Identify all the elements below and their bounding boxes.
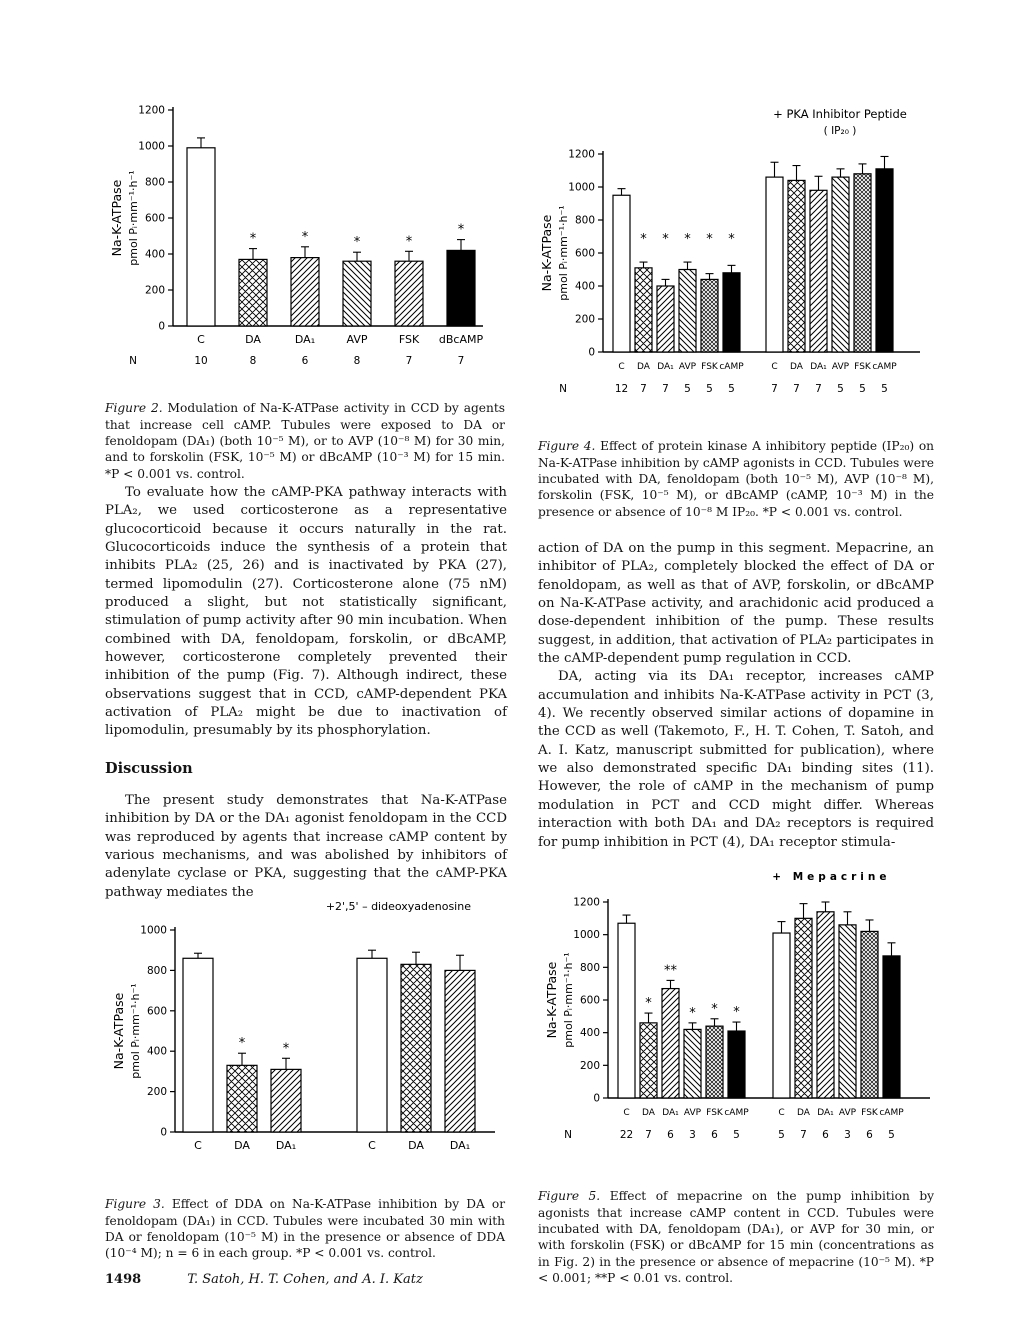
paragraph-present-study: The present study demonstrates that Na-K-ATPase inhibition by DA or the DA₁ agonist fenoldopam in the CCD was reproduced by agents that increase cAMP content by various mechanisms, and was abolished by inhibitors of adenylate cyclase or PKA, suggesting that the cAMP-PKA pathway mediates the (105, 793, 507, 900)
svg-text:600: 600 (144, 212, 165, 225)
page-number: 1498 (105, 1272, 142, 1287)
svg-text:7: 7 (800, 1129, 807, 1141)
svg-text:Na-K-ATPase: Na-K-ATPase (109, 179, 124, 257)
svg-text:AVP: AVP (838, 1108, 857, 1118)
figure4-caption (538, 438, 934, 520)
figure5-chart (528, 866, 938, 1160)
svg-text:10: 10 (194, 355, 208, 367)
svg-text:400: 400 (144, 248, 165, 261)
svg-text:1200: 1200 (138, 104, 165, 117)
svg-text:6: 6 (667, 1129, 674, 1141)
svg-text:Na-K-ATPase: Na-K-ATPase (111, 992, 126, 1070)
svg-text:1200: 1200 (573, 896, 600, 909)
svg-text:5: 5 (706, 383, 713, 395)
svg-text:200: 200 (144, 284, 165, 297)
svg-text:dBcAMP: dBcAMP (438, 333, 484, 346)
svg-text:N: N (559, 383, 567, 395)
svg-text:*: * (457, 222, 465, 238)
svg-text:200: 200 (146, 1086, 167, 1099)
svg-text:7: 7 (662, 383, 669, 395)
svg-text:400: 400 (574, 280, 595, 293)
svg-text:1000: 1000 (568, 181, 595, 194)
left-column-text (105, 484, 507, 741)
svg-text:C: C (618, 362, 625, 372)
svg-text:*: * (645, 996, 652, 1012)
right-column-text (538, 540, 934, 852)
svg-text:*: * (684, 232, 691, 248)
svg-text:+2',5' – dideoxyadenosine: +2',5' – dideoxyadenosine (325, 900, 471, 913)
paragraph-da-receptor: DA, acting via its DA₁ receptor, increases cAMP accumulation and inhibits Na-K-ATPase activity in PCT (3, 4). We recently observed similar actions of dopamine in the CCD as well (Takemoto, F., H. T. Cohen, T. Satoh, and A. I. Katz, manuscript submitted for publication), where we also demonstrated specific DA₁ binding sites (11). However, the role of cAMP in the mechanism of pump modulation in PCT and CCD might differ. Whereas interaction with both DA₁ and DA₂ receptors is required for pump inhibition in PCT (4), DA₁ receptor stimula- (538, 669, 934, 850)
svg-text:0: 0 (160, 1126, 167, 1139)
svg-text:0: 0 (158, 320, 165, 333)
svg-text:200: 200 (579, 1059, 600, 1072)
svg-text:DA₁: DA₁ (810, 362, 827, 372)
svg-text:*: * (662, 232, 669, 248)
figure3-caption (105, 1196, 505, 1261)
left-column-text-2 (105, 792, 507, 902)
svg-text:C: C (368, 1139, 376, 1152)
svg-text:cAMP: cAMP (724, 1108, 749, 1118)
svg-text:*: * (640, 232, 647, 248)
svg-text:6: 6 (866, 1129, 873, 1141)
svg-text:AVP: AVP (678, 362, 697, 372)
svg-text:400: 400 (146, 1045, 167, 1058)
figure5-caption-label: Figure 5. (538, 1189, 601, 1204)
svg-text:FSK: FSK (701, 362, 718, 372)
svg-text:5: 5 (728, 383, 735, 395)
svg-text:1000: 1000 (573, 929, 600, 942)
svg-text:7: 7 (645, 1129, 652, 1141)
discussion-heading: Discussion (105, 760, 193, 777)
svg-text:8: 8 (353, 355, 361, 367)
figure2-chart (95, 92, 505, 382)
svg-text:pmol Pᵢ·mm⁻¹·h⁻¹: pmol Pᵢ·mm⁻¹·h⁻¹ (557, 205, 570, 301)
figure3-chart (95, 896, 505, 1178)
svg-text:*: * (249, 231, 257, 247)
svg-text:DA₁: DA₁ (657, 362, 674, 372)
svg-text:5: 5 (888, 1129, 895, 1141)
svg-text:1000: 1000 (138, 140, 165, 153)
svg-text:FSK: FSK (854, 362, 871, 372)
svg-text:400: 400 (579, 1027, 600, 1040)
svg-text:600: 600 (146, 1005, 167, 1018)
svg-text:N: N (129, 355, 137, 367)
figure2-caption (105, 400, 505, 482)
svg-text:600: 600 (579, 994, 600, 1007)
figure3-caption-text: Effect of DDA on Na-K-ATPase inhibition by DA or fenoldopam (DA₁) in CCD. Tubules were incubated 30 min with DA or fenoldopam (10⁻⁵ M) in the presence or absence of DDA (10⁻⁴ M); n = 6 in each group. *P < 0.001 vs. control. (105, 1197, 506, 1261)
svg-text:*: * (282, 1041, 290, 1057)
svg-text:DA: DA (790, 362, 803, 372)
svg-text:cAMP: cAMP (879, 1108, 904, 1118)
svg-text:6: 6 (822, 1129, 829, 1141)
svg-text:DA: DA (642, 1108, 655, 1118)
svg-text:pmol Pᵢ·mm⁻¹·h⁻¹: pmol Pᵢ·mm⁻¹·h⁻¹ (127, 170, 140, 266)
svg-text:*: * (728, 232, 735, 248)
svg-text:+ Mepacrine: + Mepacrine (772, 871, 891, 883)
svg-text:Na-K-ATPase: Na-K-ATPase (544, 961, 559, 1039)
svg-text:( IP₂₀ ): ( IP₂₀ ) (823, 125, 857, 137)
svg-text:7: 7 (457, 355, 465, 367)
svg-text:*: * (405, 234, 413, 250)
svg-text:*: * (706, 232, 713, 248)
svg-text:DA: DA (637, 362, 650, 372)
svg-text:DA: DA (234, 1139, 250, 1152)
svg-text:C: C (778, 1108, 785, 1118)
svg-text:7: 7 (793, 383, 800, 395)
svg-text:FSK: FSK (398, 333, 420, 346)
page-footer (105, 1272, 423, 1287)
svg-text:800: 800 (144, 176, 165, 189)
svg-text:5: 5 (778, 1129, 785, 1141)
svg-text:pmol Pᵢ·mm⁻¹·h⁻¹: pmol Pᵢ·mm⁻¹·h⁻¹ (129, 983, 142, 1079)
figure2-caption-label: Figure 2. (105, 401, 163, 416)
svg-text:cAMP: cAMP (719, 362, 744, 372)
svg-text:7: 7 (405, 355, 413, 367)
svg-text:5: 5 (684, 383, 691, 395)
svg-text:5: 5 (733, 1129, 740, 1141)
svg-text:*: * (301, 229, 309, 245)
figure2-caption-text: Modulation of Na-K-ATPase activity in CCD by agents that increase cell cAMP. Tubules were exposed to DA or fenoldopam (DA₁) (both 10⁻⁵ M), or to AVP (10⁻⁸ M) for 30 min, and to forskolin (FSK, 10⁻⁵ M) or dBcAMP (10⁻³ M) for 15 min. *P < 0.001 vs. control. (105, 401, 506, 481)
svg-text:DA₁: DA₁ (662, 1108, 679, 1118)
svg-text:DA: DA (408, 1139, 424, 1152)
svg-text:*: * (238, 1036, 246, 1052)
running-authors: T. Satoh, H. T. Cohen, and A. I. Katz (187, 1272, 423, 1287)
figure4-caption-text: Effect of protein kinase A inhibitory peptide (IP₂₀) on Na-K-ATPase inhibition by cAMP agonists in CCD. Tubules were incubated with DA, fenoldopam (both 10⁻⁵ M), AVP (10⁻⁸ M), forskolin (FSK, 10⁻⁵ M), or dBcAMP (cAMP, 10⁻³ M) in the presence or absence of 10⁻⁸ M IP₂₀. *P < 0.001 vs. control. (538, 439, 935, 519)
figure5-caption (538, 1188, 934, 1286)
figure4-chart (528, 102, 928, 412)
svg-text:FSK: FSK (706, 1108, 723, 1118)
svg-text:800: 800 (574, 214, 595, 227)
paragraph-action-of-da: action of DA on the pump in this segment. Mepacrine, an inhibitor of PLA₂, completely blocked the effect of DA or fenoldopam, as well as that of AVP, forskolin, or dBcAMP on Na-K-ATPase activity, and arachidonic acid produced a dose-dependent inhibition of the pump. These results suggest, in addition, that activation of PLA₂ participates in the cAMP-dependent pump regulation in CCD. (538, 541, 934, 667)
svg-text:DA: DA (245, 333, 261, 346)
svg-text:AVP: AVP (683, 1108, 702, 1118)
svg-text:C: C (771, 362, 778, 372)
svg-text:1000: 1000 (140, 924, 167, 937)
svg-text:5: 5 (859, 383, 866, 395)
svg-text:DA₁: DA₁ (275, 1139, 297, 1152)
svg-text:7: 7 (640, 383, 647, 395)
svg-text:600: 600 (574, 247, 595, 260)
svg-text:pmol Pᵢ·mm⁻¹·h⁻¹: pmol Pᵢ·mm⁻¹·h⁻¹ (562, 952, 575, 1048)
svg-text:12: 12 (614, 383, 629, 395)
svg-text:DA₁: DA₁ (817, 1108, 834, 1118)
svg-text:1200: 1200 (568, 148, 595, 161)
svg-text:*: * (689, 1005, 696, 1021)
svg-text:FSK: FSK (861, 1108, 878, 1118)
svg-text:DA₁: DA₁ (449, 1139, 471, 1152)
svg-text:*: * (711, 1001, 718, 1017)
svg-text:*: * (353, 235, 361, 251)
svg-text:DA: DA (797, 1108, 810, 1118)
svg-text:22: 22 (619, 1129, 634, 1141)
svg-text:**: ** (664, 963, 677, 979)
svg-text:0: 0 (593, 1092, 600, 1105)
svg-text:*: * (733, 1005, 740, 1021)
paragraph-corticosterone: To evaluate how the cAMP-PKA pathway interacts with PLA₂, we used corticosterone as a representative glucocorticoid because it occurs naturally in the rat. Glucocorticoids induce the synthesis of a protein that inhibits PLA₂ (25, 26) and is inactivated by PKA (27), termed lipomodulin (27). Corticosterone alone (75 nM) produced a slight, but not statistically significant, stimulation of pump activity after 90 min incubation. When combined with DA, fenoldopam, forskolin, or dBcAMP, however, corticosterone completely prevented their inhibition of the pump (Fig. 7). Although indirect, these observations suggest that in CCD, cAMP-dependent PKA activation of PLA₂ might be due to inactivation of lipomodulin, presumably by its phosphorylation. (105, 485, 507, 739)
svg-text:AVP: AVP (831, 362, 850, 372)
svg-text:3: 3 (844, 1129, 851, 1141)
svg-text:C: C (194, 1139, 202, 1152)
svg-text:DA₁: DA₁ (294, 333, 316, 346)
svg-text:6: 6 (301, 355, 309, 367)
svg-text:5: 5 (837, 383, 844, 395)
figure3-caption-label: Figure 3. (105, 1197, 165, 1212)
svg-text:C: C (623, 1108, 630, 1118)
svg-text:7: 7 (771, 383, 778, 395)
figure5-caption-text: Effect of mepacrine on the pump inhibition by agonists that increase cAMP content in CCD. Tubules were incubated with DA, fenoldopam (DA₁), or AVP for 30 min, or with forskolin (FSK) or dBcAMP for 15 min (concentrations as in Fig. 2) in the presence or absence of mepacrine (10⁻⁵ M). *P < 0.001; **P < 0.01 vs. control. (538, 1189, 935, 1285)
svg-text:Na-K-ATPase: Na-K-ATPase (539, 214, 554, 292)
svg-text:5: 5 (881, 383, 888, 395)
svg-text:cAMP: cAMP (872, 362, 897, 372)
svg-text:800: 800 (579, 961, 600, 974)
svg-text:3: 3 (689, 1129, 696, 1141)
svg-text:200: 200 (574, 313, 595, 326)
svg-text:7: 7 (815, 383, 822, 395)
svg-text:0: 0 (588, 346, 595, 359)
svg-text:N: N (564, 1129, 572, 1141)
svg-text:8: 8 (249, 355, 257, 367)
figure4-caption-label: Figure 4. (538, 439, 596, 454)
svg-text:AVP: AVP (346, 333, 368, 346)
svg-text:C: C (197, 333, 205, 346)
svg-text:+ PKA Inhibitor Peptide: + PKA Inhibitor Peptide (773, 107, 907, 121)
svg-text:800: 800 (146, 964, 167, 977)
svg-text:6: 6 (711, 1129, 718, 1141)
